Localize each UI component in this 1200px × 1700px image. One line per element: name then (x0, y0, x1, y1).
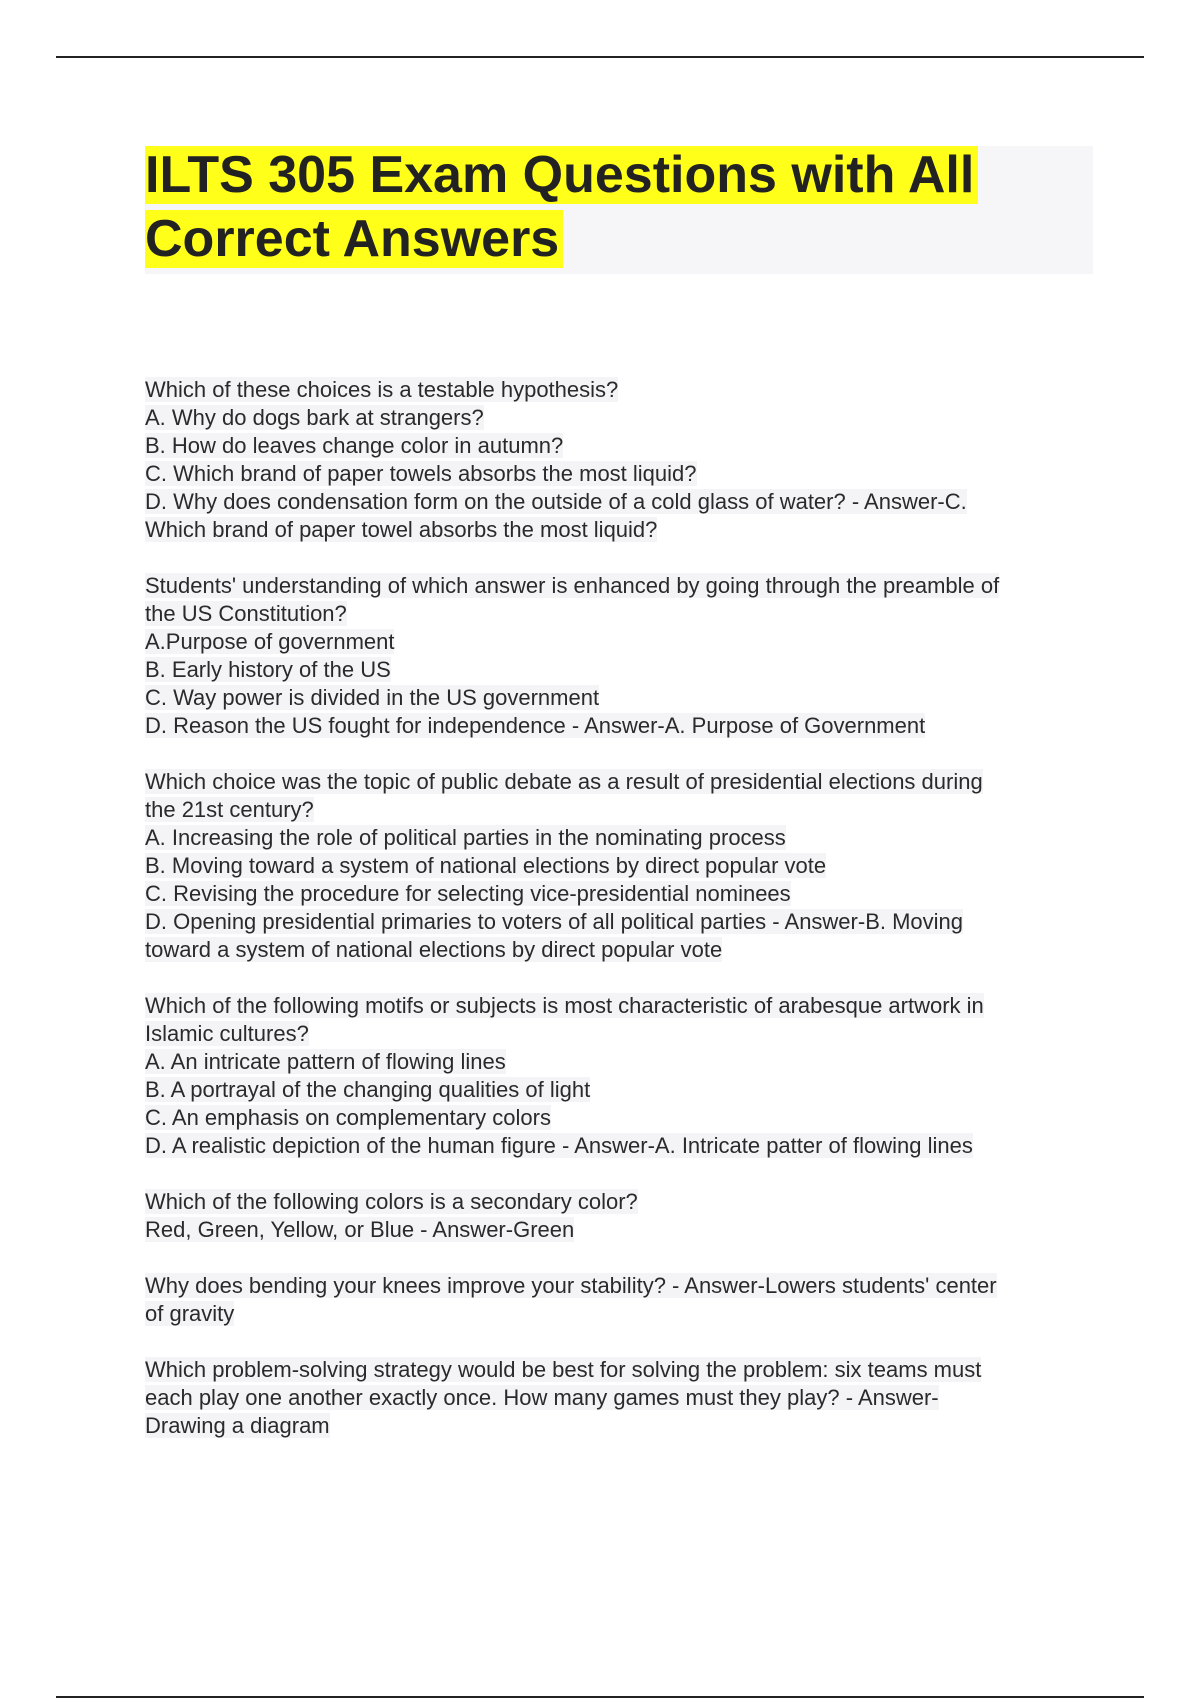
question-text: Which of these choices is a testable hypothesis? (145, 377, 619, 402)
question-line (145, 1188, 1095, 1216)
question-text: of gravity (145, 1301, 235, 1326)
question-block (145, 992, 1095, 1160)
question-line (145, 1020, 1095, 1048)
question-line (145, 488, 1095, 516)
question-line (145, 712, 1095, 740)
question-line (145, 572, 1095, 600)
question-text: C. Revising the procedure for selecting vice-presidential nominees (145, 881, 791, 906)
question-line (145, 1412, 1095, 1440)
question-line (145, 908, 1095, 936)
question-text: D. A realistic depiction of the human figure - Answer-A. Intricate patter of flowing lines (145, 1133, 973, 1158)
title-line-1: ILTS 305 Exam Questions with All (145, 146, 978, 204)
question-text: A. Why do dogs bark at strangers? (145, 405, 484, 430)
question-text: Which brand of paper towel absorbs the most liquid? (145, 517, 658, 542)
question-text: D. Why does condensation form on the outside of a cold glass of water? - Answer-C. (145, 489, 967, 514)
question-text: Islamic cultures? (145, 1021, 309, 1046)
question-line (145, 516, 1095, 544)
question-line (145, 1356, 1095, 1384)
question-line (145, 628, 1095, 656)
question-line (145, 600, 1095, 628)
question-text: A. An intricate pattern of flowing lines (145, 1049, 506, 1074)
question-text: C. An emphasis on complementary colors (145, 1105, 551, 1130)
question-text: Which of the following motifs or subjects is most characteristic of arabesque artwork in (145, 993, 984, 1018)
question-block (145, 1188, 1095, 1244)
question-line (145, 852, 1095, 880)
question-line (145, 1132, 1095, 1160)
question-text: Why does bending your knees improve your stability? - Answer-Lowers students' center (145, 1273, 997, 1298)
question-line (145, 1384, 1095, 1412)
question-line (145, 404, 1095, 432)
question-text: B. Moving toward a system of national elections by direct popular vote (145, 853, 827, 878)
question-text: D. Opening presidential primaries to voters of all political parties - Answer-B. Moving (145, 909, 964, 934)
question-line (145, 1216, 1095, 1244)
question-line (145, 936, 1095, 964)
question-text: C. Way power is divided in the US government (145, 685, 600, 710)
question-block (145, 1356, 1095, 1440)
question-line (145, 684, 1095, 712)
question-line (145, 460, 1095, 488)
question-text: A. Increasing the role of political parties in the nominating process (145, 825, 786, 850)
document-title (145, 143, 1065, 271)
question-text: Which of the following colors is a secondary color? (145, 1189, 638, 1214)
question-block (145, 1272, 1095, 1328)
question-text: the 21st century? (145, 797, 314, 822)
question-text: C. Which brand of paper towels absorbs the most liquid? (145, 461, 697, 486)
question-text: D. Reason the US fought for independence - Answer-A. Purpose of Government (145, 713, 926, 738)
question-line (145, 1272, 1095, 1300)
question-line (145, 376, 1095, 404)
question-line (145, 656, 1095, 684)
question-line (145, 1048, 1095, 1076)
question-line (145, 432, 1095, 460)
question-text: Students' understanding of which answer is enhanced by going through the preamble of (145, 573, 1000, 598)
question-line (145, 824, 1095, 852)
question-text: A.Purpose of government (145, 629, 395, 654)
question-line (145, 1076, 1095, 1104)
question-line (145, 768, 1095, 796)
question-line (145, 1300, 1095, 1328)
question-line (145, 1104, 1095, 1132)
bottom-rule (56, 1696, 1144, 1698)
question-text: Drawing a diagram (145, 1413, 330, 1438)
question-text: toward a system of national elections by direct popular vote (145, 937, 723, 962)
question-line (145, 992, 1095, 1020)
question-list (145, 376, 1095, 1468)
question-line (145, 880, 1095, 908)
question-text: Which choice was the topic of public debate as a result of presidential elections during (145, 769, 983, 794)
top-rule (56, 56, 1144, 58)
question-text: Red, Green, Yellow, or Blue - Answer-Green (145, 1217, 575, 1242)
question-block (145, 376, 1095, 544)
question-text: B. Early history of the US (145, 657, 391, 682)
title-line-2: Correct Answers (145, 210, 563, 268)
question-text: B. A portrayal of the changing qualities of light (145, 1077, 591, 1102)
question-block (145, 768, 1095, 964)
question-text: B. How do leaves change color in autumn? (145, 433, 564, 458)
question-block (145, 572, 1095, 740)
question-line (145, 796, 1095, 824)
question-text: each play one another exactly once. How many games must they play? - Answer- (145, 1385, 939, 1410)
question-text: Which problem-solving strategy would be best for solving the problem: six teams must (145, 1357, 982, 1382)
question-text: the US Constitution? (145, 601, 347, 626)
